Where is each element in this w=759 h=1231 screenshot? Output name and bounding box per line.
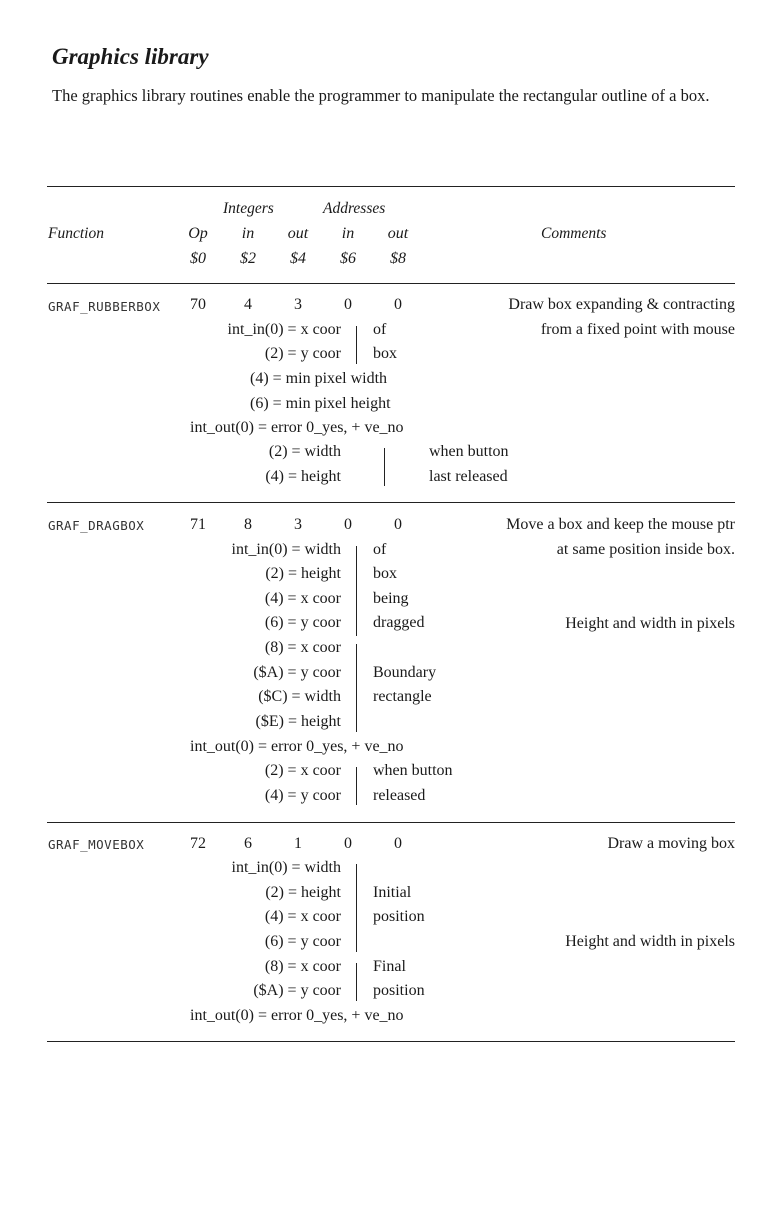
param-line: ($A) = y coor (253, 664, 341, 681)
param-note: when button (429, 443, 509, 460)
int-out-value: 3 (294, 516, 302, 533)
addr-in-value: 0 (344, 296, 352, 313)
intro-paragraph: The graphics library routines enable the programmer to manipulate the rectangular outline of a box. (52, 86, 710, 105)
param-line: (6) = min pixel height (250, 395, 391, 412)
int-out-value: 1 (294, 835, 302, 852)
comment-line: from a fixed point with mouse (540, 321, 735, 338)
param-line: (6) = y coor (264, 614, 341, 631)
header-integers: Integers (223, 200, 274, 217)
brace-icon (356, 326, 357, 364)
addr-out-value: 0 (394, 835, 402, 852)
param-note: position (373, 908, 425, 925)
table-bottom-rule (47, 1041, 735, 1042)
op-value: 72 (190, 835, 206, 852)
header-reg-8: $8 (390, 250, 406, 267)
header-addresses: Addresses (323, 200, 386, 217)
param-line: (2) = y coor (264, 345, 341, 362)
brace-icon (384, 448, 385, 486)
addr-out-value: 0 (394, 296, 402, 313)
param-line: ($E) = height (255, 713, 341, 730)
op-value: 71 (190, 516, 206, 533)
function-name: GRAF_RUBBERBOX (48, 299, 161, 314)
param-line: int_out(0) = error 0_yes, + ve_no (190, 1007, 404, 1024)
int-in-value: 4 (244, 296, 252, 313)
param-line: ($C) = width (258, 688, 341, 705)
op-value: 70 (190, 296, 206, 313)
param-line: int_in(0) = width (231, 541, 341, 558)
param-line: (4) = x coor (264, 590, 341, 607)
comment-line: Draw a moving box (607, 835, 735, 852)
param-line: (4) = min pixel width (250, 370, 388, 387)
header-function: Function (48, 225, 104, 242)
param-line: (6) = y coor (264, 933, 341, 950)
param-note: box (373, 345, 397, 362)
header-reg-0: $0 (190, 250, 206, 267)
header-reg-6: $6 (340, 250, 356, 267)
param-line: int_in(0) = width (231, 859, 341, 876)
param-line: (4) = y coor (264, 787, 341, 804)
addr-in-value: 0 (344, 516, 352, 533)
int-out-value: 3 (294, 296, 302, 313)
param-line: (4) = height (265, 468, 341, 485)
param-line: int_out(0) = error 0_yes, + ve_no (190, 738, 404, 755)
page-title: Graphics library (52, 44, 209, 69)
int-in-value: 8 (244, 516, 252, 533)
param-note: Boundary (373, 664, 437, 681)
param-note: being (373, 590, 409, 607)
param-note: released (373, 787, 426, 804)
param-line: (2) = x coor (264, 762, 341, 779)
table-top-rule (47, 186, 735, 187)
param-line: ($A) = y coor (253, 982, 341, 999)
param-note: position (373, 982, 425, 999)
comment-line: Height and width in pixels (565, 933, 735, 950)
param-note: when button (373, 762, 453, 779)
function-name: GRAF_DRAGBOX (48, 518, 145, 533)
addr-out-value: 0 (394, 516, 402, 533)
header-op: Op (188, 225, 208, 242)
param-line: (4) = x coor (264, 908, 341, 925)
entry-divider (47, 502, 735, 503)
comment-line: Move a box and keep the mouse ptr (506, 516, 735, 533)
comment-line: Draw box expanding & contracting (508, 296, 735, 313)
function-name: GRAF_MOVEBOX (48, 837, 145, 852)
entry-divider (47, 822, 735, 823)
brace-icon (356, 767, 357, 805)
comment-line: at same position inside box. (556, 541, 735, 558)
header-int-out: out (287, 225, 309, 242)
addr-in-value: 0 (344, 835, 352, 852)
param-note: of (373, 541, 387, 558)
header-addr-out: out (387, 225, 409, 242)
header-addr-in: in (341, 225, 355, 242)
header-reg-4: $4 (290, 250, 306, 267)
param-note: last released (429, 468, 508, 485)
param-line: (8) = x coor (264, 958, 341, 975)
param-note: Initial (373, 884, 412, 901)
comment-line: Height and width in pixels (565, 615, 735, 632)
param-line: (8) = x coor (264, 639, 341, 656)
param-note: box (373, 565, 397, 582)
brace-icon (356, 963, 357, 1001)
header-int-in: in (241, 225, 255, 242)
header-reg-2: $2 (240, 250, 256, 267)
brace-icon (356, 864, 357, 952)
param-line: int_in(0) = x coor (227, 321, 341, 338)
header-comments: Comments (541, 225, 607, 242)
header-bottom-rule (47, 283, 735, 284)
param-line: (2) = width (268, 443, 341, 460)
param-line: (2) = height (265, 884, 341, 901)
int-in-value: 6 (244, 835, 252, 852)
param-line: (2) = height (265, 565, 341, 582)
param-line: int_out(0) = error 0_yes, + ve_no (190, 419, 404, 436)
param-note: rectangle (373, 688, 432, 705)
param-note: Final (373, 958, 406, 975)
brace-icon (356, 644, 357, 732)
brace-icon (356, 546, 357, 636)
param-note: dragged (373, 614, 425, 631)
param-note: of (373, 321, 387, 338)
